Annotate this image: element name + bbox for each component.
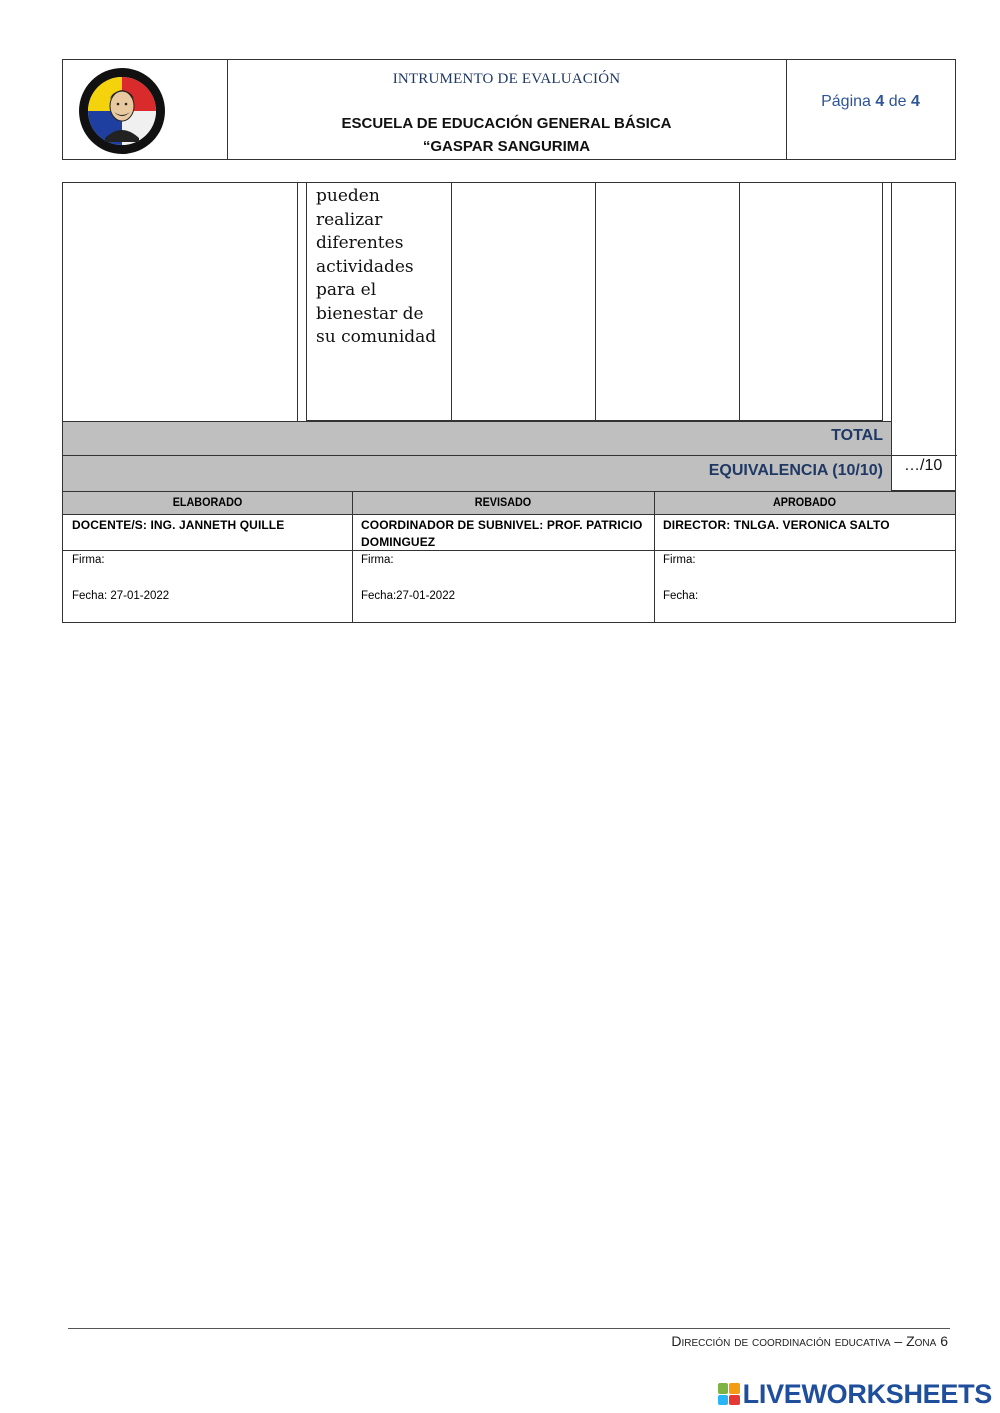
header-logo-cell xyxy=(63,60,228,159)
liveworksheets-brand[interactable] xyxy=(718,1376,992,1412)
total-row xyxy=(63,421,891,456)
equivalence-row xyxy=(63,456,891,491)
criterion-text: pueden realizar diferentes actividades para el bienestar de su comunidad xyxy=(316,186,437,347)
school-name-line1: ESCUELA DE EDUCACIÓN GENERAL BÁSICA xyxy=(341,115,672,132)
page-number xyxy=(786,93,955,111)
page-prefix: Página xyxy=(821,93,871,110)
equivalence-value[interactable]: …/10 xyxy=(904,457,943,474)
table-divider xyxy=(891,183,892,492)
signer-name: COORDINADOR DE SUBNIVEL: PROF. PATRICIO DOMINGUEZ xyxy=(361,518,643,549)
table-divider xyxy=(595,183,596,421)
footer-text: Dirección de coordinación educativa – Zona 6 xyxy=(671,1333,948,1349)
signature-column-revisado xyxy=(352,492,655,622)
table-divider xyxy=(882,183,883,421)
brand-text: LIVEWORKSHEETS xyxy=(742,1378,992,1409)
signer-name: DIRECTOR: TNLGA. VERONICA SALTO xyxy=(663,518,890,532)
date-field: Fecha: xyxy=(663,590,699,602)
page-current: 4 xyxy=(875,93,885,110)
signature-column-elaborado xyxy=(63,492,353,622)
column-header: APROBADO xyxy=(772,495,836,509)
header-title-cell xyxy=(227,60,787,159)
signer-name: DOCENTE/S: ING. JANNETH QUILLE xyxy=(72,518,285,532)
table-divider xyxy=(306,183,307,421)
table-divider xyxy=(297,183,298,421)
signature-table xyxy=(62,491,956,623)
table-divider xyxy=(451,183,452,421)
date-field: Fecha: 27-01-2022 xyxy=(72,590,170,602)
liveworksheets-logo-icon xyxy=(718,1383,740,1405)
document-header xyxy=(62,59,956,160)
table-divider xyxy=(739,183,740,421)
signature-field: Firma: xyxy=(663,554,696,566)
school-name-line2: “GASPAR SANGURIMA xyxy=(422,138,591,155)
signature-field: Firma: xyxy=(361,554,394,566)
school-crest-icon xyxy=(77,66,167,156)
rubric-table xyxy=(62,182,956,491)
instrument-title: INTRUMENTO DE EVALUACIÓN xyxy=(392,71,621,87)
signature-field: Firma: xyxy=(72,554,105,566)
page-separator: de xyxy=(888,93,907,110)
signature-column-aprobado xyxy=(654,492,955,622)
column-header: ELABORADO xyxy=(172,495,243,509)
equivalence-label: EQUIVALENCIA (10/10) xyxy=(708,462,883,479)
date-field: Fecha:27-01-2022 xyxy=(361,590,455,602)
footer-divider xyxy=(68,1328,950,1329)
total-label: TOTAL xyxy=(831,427,883,444)
page-total: 4 xyxy=(910,93,920,110)
header-page-cell xyxy=(786,60,955,159)
column-header: REVISADO xyxy=(474,495,532,509)
